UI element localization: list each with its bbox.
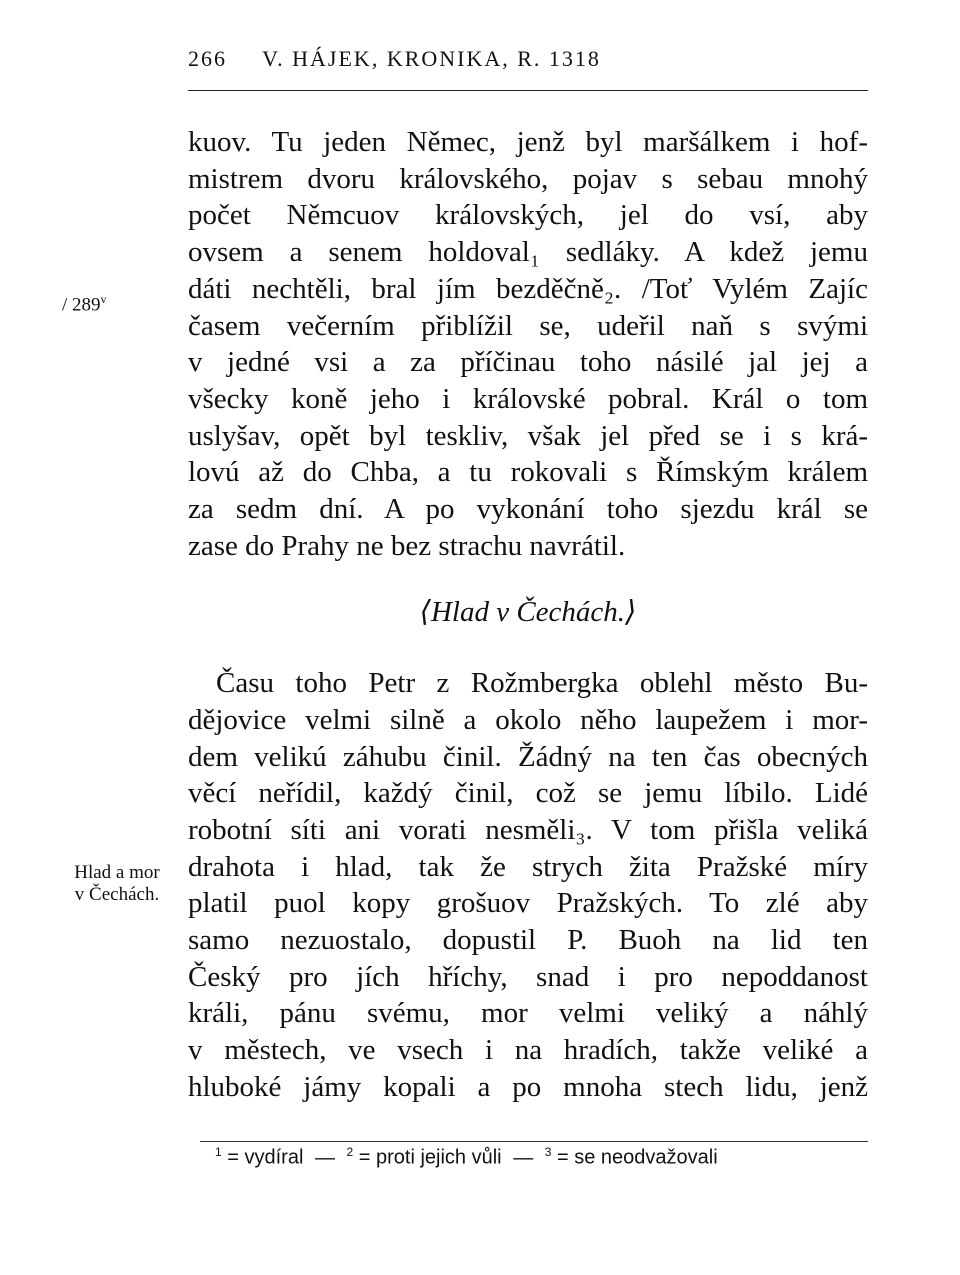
text-line: zase do Prahy ne bez strachu navrátil.: [188, 529, 626, 562]
header-rule: [188, 90, 868, 91]
text-line: uslyšav, opět byl teskliv, však jel před se i s krá-: [188, 419, 868, 452]
footnote-text: = proti jejich vůli: [358, 1146, 502, 1169]
text-line: počet Němcuov královských, jel do vsí, aby: [188, 199, 868, 232]
text-line: časem večerním přiblížil se, udeřil naň s svými: [188, 309, 868, 342]
text-line: v městech, ve vsech i na hradích, takže veliké a: [188, 1034, 868, 1067]
text-line: Český pro jích hříchy, snad i pro nepoddanost: [188, 960, 868, 993]
margin-note-line: Hlad a mor: [74, 862, 160, 883]
footnote-mark: 3: [544, 1145, 552, 1159]
paragraph-1: [188, 124, 868, 564]
text-line: mistrem dvoru královského, pojav s sebau mnohý: [188, 162, 868, 195]
text-line: kuov. Tu jeden Němec, jenž byl maršálkem i hof-: [188, 126, 868, 158]
text-line: králi, pánu svému, mor velmi veliký a náhlý: [188, 997, 868, 1030]
text-line: lovú až do Chba, a tu rokovali s Římským králem: [188, 456, 868, 489]
margin-folio-side: v: [100, 292, 107, 306]
margin-note: [52, 862, 182, 906]
running-title: V. HÁJEK, KRONIKA, R. 1318: [262, 46, 601, 71]
text-line: platil puol kopy grošuov Pražských. To zlé aby: [188, 887, 868, 920]
margin-folio: [62, 292, 107, 316]
text-line: dějovice velmi silně a okolo něho laupežem i mor-: [188, 703, 868, 736]
text-line: Času toho Petr z Rožmbergka oblehl město Bu-: [216, 667, 868, 700]
paragraph-2: [188, 665, 868, 1105]
text-line: věcí neřídil, každý činil, což se jemu líbilo. Lidé: [188, 777, 868, 810]
text-line: ovsem a senem holdoval₁ sedláky. A kdež jemu: [188, 236, 868, 269]
footnote-mark: 1: [215, 1145, 222, 1159]
text-line: v jedné vsi a za příčinau toho násilé jal jej a: [188, 346, 868, 379]
footnote-separator: —: [314, 1146, 335, 1169]
margin-folio-number: / 289: [62, 294, 101, 316]
section-heading: ⟨Hlad v Čechách.⟩: [419, 596, 637, 629]
page-number: 266: [188, 46, 227, 71]
footnote-rule: [200, 1141, 868, 1142]
text-line: všecky koně jeho i královské pobral. Král o tom: [188, 382, 868, 415]
footnotes: [215, 1145, 875, 1170]
footnote-mark: 2: [346, 1145, 354, 1159]
footnote-text: = se neodvažovali: [557, 1146, 718, 1169]
footnote-text: = vydíral: [227, 1146, 304, 1169]
text-line: drahota i hlad, tak že strych žita Pražské míry: [188, 850, 868, 883]
margin-note-line: v Čechách.: [74, 884, 160, 905]
text-line: za sedm dní. A po vykonání toho sjezdu král se: [188, 493, 868, 526]
footnote-separator: —: [513, 1146, 534, 1169]
text-line: hluboké jámy kopali a po mnoha stech lidu, jenž: [188, 1070, 868, 1103]
main-text: [188, 124, 868, 1106]
running-header: [188, 46, 868, 72]
text-line: dáti nechtěli, bral jím bezděčně₂. /Toť Vylém Zajíc: [188, 272, 868, 305]
text-line: samo nezuostalo, dopustil P. Buoh na lid ten: [188, 924, 868, 957]
text-line: dem velikú záhubu činil. Žádný na ten čas obecných: [188, 740, 868, 773]
text-line: robotní síti ani vorati nesměli₃. V tom přišla veliká: [188, 813, 868, 846]
